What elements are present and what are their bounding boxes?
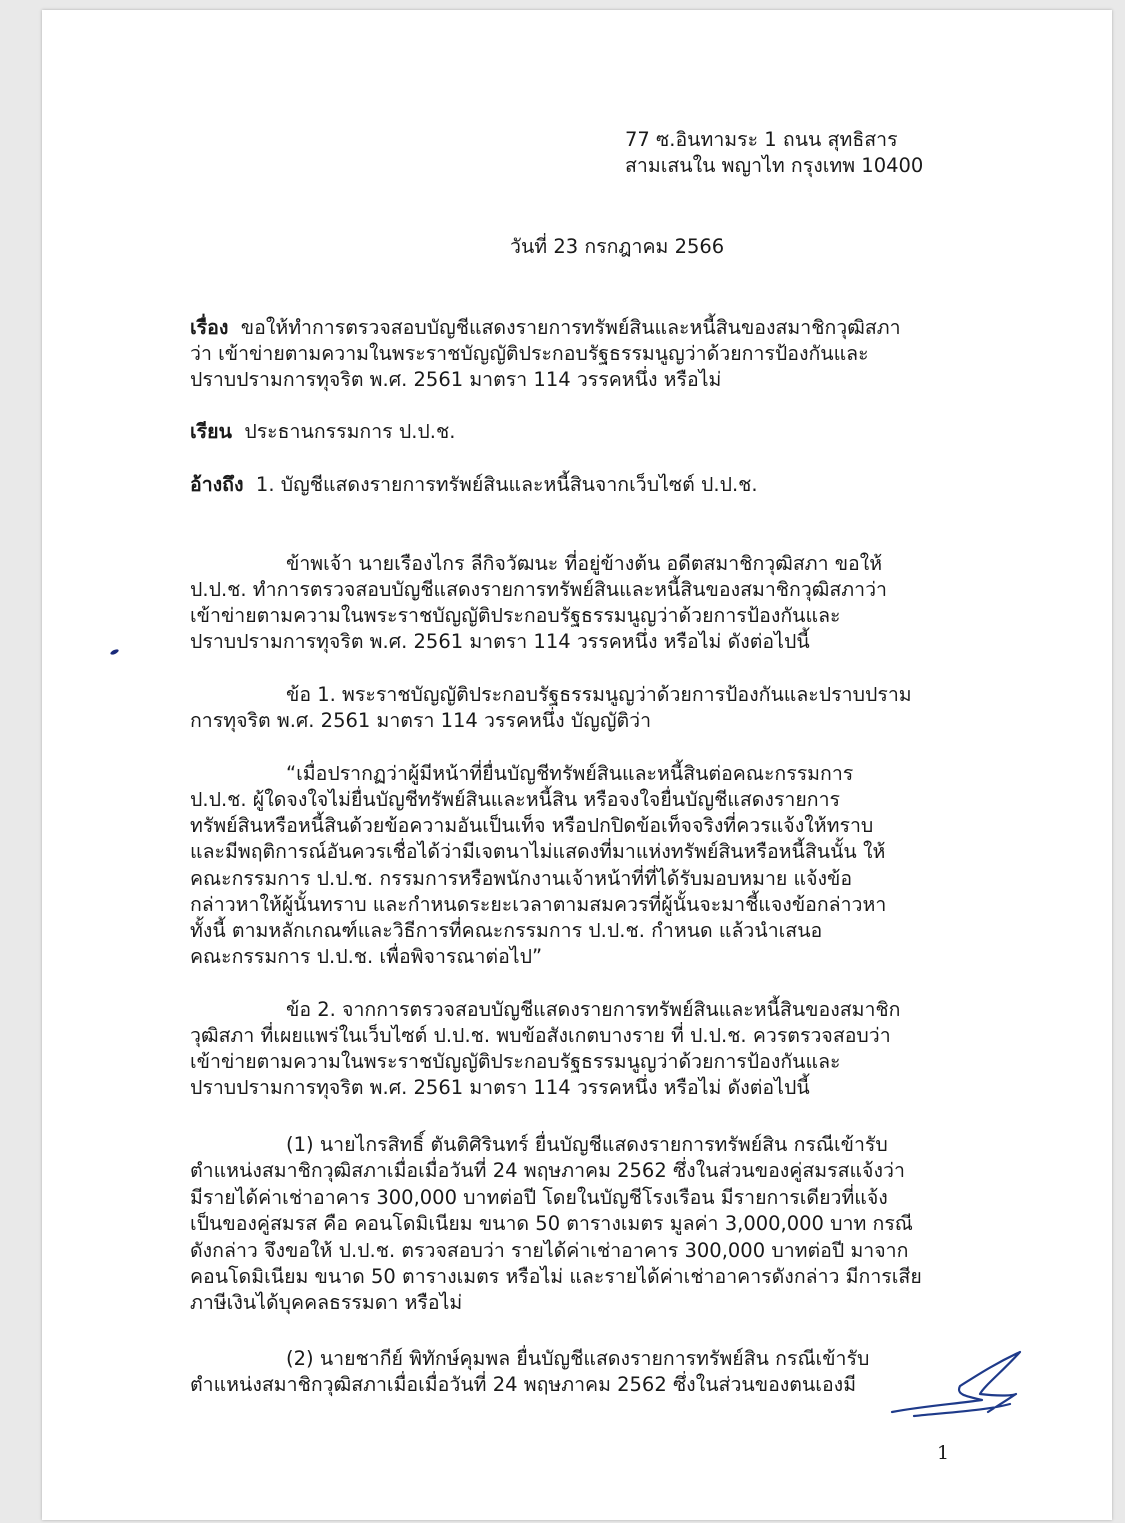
address-line-1: 77 ซ.อินทามระ 1 ถนน สุทธิสาร	[625, 128, 898, 151]
document-page	[42, 10, 1112, 1520]
item1-line-1: (1) นายไกรสิทธิ์ ตันติศิรินทร์ ยื่นบัญชีแสดงรายการทรัพย์สิน กรณีเข้ารับ	[286, 1133, 888, 1156]
para1-line-1: ข้าพเจ้า นายเรืองไกร ลีกิจวัฒนะ ที่อยู่ข้างต้น อดีตสมาชิกวุฒิสภา ขอให้	[286, 552, 883, 575]
signature-icon	[884, 1350, 1024, 1430]
quote-line-4: และมีพฤติการณ์อันควรเชื่อได้ว่ามีเจตนาไม่แสดงที่มาแห่งทรัพย์สินหรือหนี้สินนั้น ให้	[190, 840, 886, 863]
para3-line-1: ข้อ 2. จากการตรวจสอบบัญชีแสดงรายการทรัพย์สินและหนี้สินของสมาชิก	[286, 998, 901, 1021]
recipient-label: เรียน	[190, 420, 232, 443]
letter-date: วันที่ 23 กรกฎาคม 2566	[510, 235, 725, 258]
quote-line-5: คณะกรรมการ ป.ป.ช. กรรมการหรือพนักงานเจ้าหน้าที่ที่ได้รับมอบหมาย แจ้งข้อ	[190, 867, 853, 890]
subject-text: ขอให้ทำการตรวจสอบบัญชีแสดงรายการทรัพย์สินและหนี้สินของสมาชิกวุฒิสภา	[240, 316, 901, 339]
quote-line-2: ป.ป.ช. ผู้ใดจงใจไม่ยื่นบัญชีทรัพย์สินและหนี้สิน หรือจงใจยื่นบัญชีแสดงรายการ	[190, 788, 841, 811]
item2-line-2: ตำแหน่งสมาชิกวุฒิสภาเมื่อเมื่อวันที่ 24 พฤษภาคม 2562 ซึ่งในส่วนของตนเองมี	[190, 1373, 857, 1396]
quote-line-8: คณะกรรมการ ป.ป.ช. เพื่อพิจารณาต่อไป”	[190, 945, 543, 968]
para3-line-4: ปราบปรามการทุจริต พ.ศ. 2561 มาตรา 114 วรรคหนึ่ง หรือไม่ ดังต่อไปนี้	[190, 1076, 810, 1099]
reference-text: 1. บัญชีแสดงรายการทรัพย์สินและหนี้สินจากเว็บไซต์ ป.ป.ช.	[255, 473, 758, 496]
reference-line	[190, 472, 758, 498]
reference-label: อ้างถึง	[190, 473, 244, 496]
item1-line-3: มีรายได้ค่าเช่าอาคาร 300,000 บาทต่อปี โดยในบัญชีโรงเรือน มีรายการเดียวที่แจ้ง	[190, 1186, 888, 1209]
item1-line-4: เป็นของคู่สมรส คือ คอนโดมิเนียม ขนาด 50 ตารางเมตร มูลค่า 3,000,000 บาท กรณี	[190, 1212, 913, 1235]
item1-line-7: ภาษีเงินได้บุคคลธรรมดา หรือไม่	[190, 1291, 463, 1314]
address-line-2: สามเสนใน พญาไท กรุงเทพ 10400	[625, 154, 924, 177]
item1-line-2: ตำแหน่งสมาชิกวุฒิสภาเมื่อเมื่อวันที่ 24 พฤษภาคม 2562 ซึ่งในส่วนของคู่สมรสแจ้งว่า	[190, 1159, 905, 1182]
recipient-text: ประธานกรรมการ ป.ป.ช.	[244, 420, 456, 443]
para1-line-3: เข้าข่ายตามความในพระราชบัญญัติประกอบรัฐธรรมนูญว่าด้วยการป้องกันและ	[190, 604, 841, 627]
item1-line-6: คอนโดมิเนียม ขนาด 50 ตารางเมตร หรือไม่ และรายได้ค่าเช่าอาคารดังกล่าว มีการเสีย	[190, 1265, 922, 1288]
para3-line-2: วุฒิสภา ที่เผยแพร่ในเว็บไซต์ ป.ป.ช. พบข้อสังเกตบางราย ที่ ป.ป.ช. ควรตรวจสอบว่า	[190, 1024, 891, 1047]
quote-line-3: ทรัพย์สินหรือหนี้สินด้วยข้อความอันเป็นเท็จ หรือปกปิดข้อเท็จจริงที่ควรแจ้งให้ทราบ	[190, 814, 874, 837]
item2-line-1: (2) นายชากีย์ พิทักษ์คุมพล ยื่นบัญชีแสดงรายการทรัพย์สิน กรณีเข้ารับ	[286, 1347, 870, 1370]
quote-line-6: กล่าวหาให้ผู้นั้นทราบ และกำหนดระยะเวลาตามสมควรที่ผู้นั้นจะมาชี้แจงข้อกล่าวหา	[190, 893, 887, 916]
item1-line-5: ดังกล่าว จึงขอให้ ป.ป.ช. ตรวจสอบว่า รายได้ค่าเช่าอาคาร 300,000 บาทต่อปี มาจาก	[190, 1239, 909, 1262]
page-number: 1	[937, 1442, 950, 1464]
quote-line-7: ทั้งนี้ ตามหลักเกณฑ์และวิธีการที่คณะกรรมการ ป.ป.ช. กำหนด แล้วนำเสนอ	[190, 919, 823, 942]
subject-line-3: ปราบปรามการทุจริต พ.ศ. 2561 มาตรา 114 วรรคหนึ่ง หรือไม่	[190, 368, 722, 391]
para2-line-2: การทุจริต พ.ศ. 2561 มาตรา 114 วรรคหนึ่ง บัญญัติว่า	[190, 709, 652, 732]
para1-line-2: ป.ป.ช. ทำการตรวจสอบบัญชีแสดงรายการทรัพย์สินและหนี้สินของสมาชิกวุฒิสภาว่า	[190, 578, 888, 601]
ink-mark	[110, 648, 120, 655]
subject-line-1	[190, 315, 901, 341]
recipient-line	[190, 419, 455, 445]
subject-label: เรื่อง	[190, 316, 229, 339]
para3-line-3: เข้าข่ายตามความในพระราชบัญญัติประกอบรัฐธรรมนูญว่าด้วยการป้องกันและ	[190, 1050, 841, 1073]
subject-line-2: ว่า เข้าข่ายตามความในพระราชบัญญัติประกอบรัฐธรรมนูญว่าด้วยการป้องกันและ	[190, 342, 869, 365]
quote-line-1: “เมื่อปรากฏว่าผู้มีหน้าที่ยื่นบัญชีทรัพย์สินและหนี้สินต่อคณะกรรมการ	[286, 762, 854, 785]
para2-line-1: ข้อ 1. พระราชบัญญัติประกอบรัฐธรรมนูญว่าด้วยการป้องกันและปราบปราม	[286, 683, 912, 706]
para1-line-4: ปราบปรามการทุจริต พ.ศ. 2561 มาตรา 114 วรรคหนึ่ง หรือไม่ ดังต่อไปนี้	[190, 630, 810, 653]
